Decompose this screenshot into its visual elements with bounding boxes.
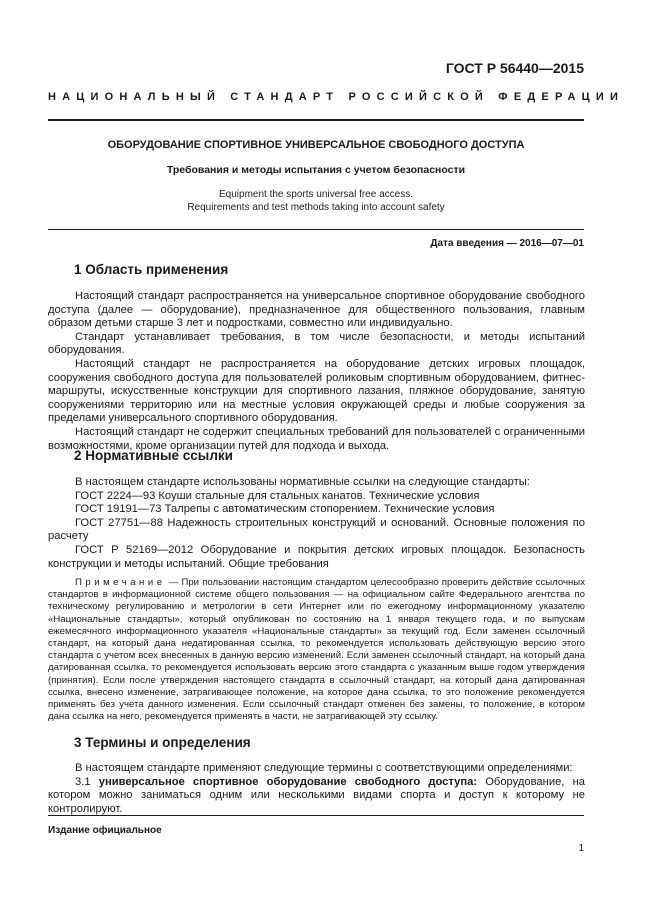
- paragraph: В настоящем стандарте использованы нормативные ссылки на следующие стандарты:: [75, 476, 530, 488]
- term-number: 3.1: [75, 775, 91, 788]
- term-definition-text: Оборудование, на котором можно заниматься одним или несколькими видами спорта и доступ к которому не контролируют.: [48, 775, 585, 815]
- paragraph: Настоящий стандарт не распространяется на оборудование детских игровых площадок, сооружения свободного доступа для пользователей роликовым спортивным оборудованием, фитнес-маршруты, искусственные конструкции для спортивного лазания, пляжное оборудование, занятую сооружениями территорию или на местные условия окружающей среды и любые сооружения за пределами универсального спортивного оборудования.: [48, 357, 585, 425]
- footer-rule: [48, 815, 584, 816]
- introduction-date: Дата введения — 2016—07—01: [430, 238, 584, 249]
- note-paragraph: [48, 577, 585, 723]
- reference-item: ГОСТ 27751—88 Надежность строительных конструкций и оснований. Основные положения по расчету: [48, 516, 585, 543]
- note-text: — При пользовании настоящим стандартом целесообразно проверить действие ссылочных стандартов в информационной системе общего пользования — на официальном сайте Федерального агентства по техническому регулированию и метрологии в сети Интернет или по ежегодному информационному указателю «Национальные стандарты», который опубликован по состоянию на 1 января текущего года, и по выпускам ежемесячного информационного указателя «Национальные стандарты» за текущий год. Если заменен ссылочный стандарт, на который дана недатированная ссылка, то рекомендуется использовать действующую версию этого стандарта с учетом всех внесенных в данную версию изменений. Если заменен ссылочный стандарт, на который дана датированная ссылка, то рекомендуется использовать версию этого стандарта с указанным выше годом утверждения (принятия). Если после утверждения настоящего стандарта в ссылочный стандарт, на который дана датированная ссылка, внесено изменение, затрагивающее положение, на которое дана ссылка, то это положение рекомендуется применять без учета данного изменения. Если ссылочный стандарт отменен без замены, то положение, в котором дана ссылка на него, рекомендуется применять в части, не затрагивающей эту ссылку.: [48, 577, 585, 723]
- national-standard-banner: НАЦИОНАЛЬНЫЙ СТАНДАРТ РОССИЙСКОЙ ФЕДЕРАЦИИ: [48, 91, 625, 103]
- reference-note: [48, 577, 585, 723]
- paragraph: В настоящем стандарте применяют следующие термины с соответствующими определениями:: [75, 762, 573, 774]
- section-3-heading: 3 Термины и определения: [74, 735, 251, 750]
- section-1-body: [48, 290, 585, 453]
- page-number: 1: [578, 843, 584, 854]
- english-title-line-2: Requirements and test methods taking into account safety: [187, 202, 445, 213]
- reference-item: ГОСТ 2224—93 Коуши стальные для стальных канатов. Технические условия: [75, 489, 480, 502]
- document-title: ОБОРУДОВАНИЕ СПОРТИВНОЕ УНИВЕРСАЛЬНОЕ СВОБОДНОГО ДОСТУПА: [107, 139, 525, 151]
- header-rule: [48, 119, 584, 121]
- section-2-body: [48, 476, 585, 571]
- paragraph: Настоящий стандарт распространяется на универсальное спортивное оборудование свободного доступа (далее — оборудование), предназначенное для общественного пользования, главным образом детьми старше 3 лет и подростками, совместно или индивидуально.: [48, 290, 585, 330]
- term: универсальное спортивное оборудование свободного доступа:: [98, 775, 478, 788]
- note-label: Примечание: [75, 577, 166, 588]
- reference-item: ГОСТ 19191—73 Талрепы с автоматическим стопорением. Технические условия: [75, 503, 495, 516]
- section-1-heading: 1 Область применения: [74, 262, 229, 277]
- term-definition: [48, 776, 585, 817]
- paragraph: Стандарт устанавливает требования, в том числе безопасности, и методы испытаний оборудования.: [48, 330, 585, 357]
- document-subtitle: Требования и методы испытания с учетом безопасности: [166, 164, 466, 176]
- gost-number: ГОСТ Р 56440—2015: [445, 60, 584, 76]
- english-title-line-1: Equipment the sports universal free access.: [219, 189, 413, 200]
- reference-item: ГОСТ Р 52169—2012 Оборудование и покрытия детских игровых площадок. Безопасность конструкции и методы испытаний. Общие требования: [48, 543, 585, 570]
- section-3-body: [48, 762, 585, 816]
- english-title: [48, 188, 584, 214]
- section-2-heading: 2 Нормативные ссылки: [74, 448, 233, 463]
- title-rule: [48, 229, 584, 230]
- official-edition-label: Издание официальное: [48, 825, 162, 836]
- paragraph: Настоящий стандарт не содержит специальных требований для пользователей с ограниченными возможностями, кроме организации путей для подхода и выхода.: [48, 425, 585, 452]
